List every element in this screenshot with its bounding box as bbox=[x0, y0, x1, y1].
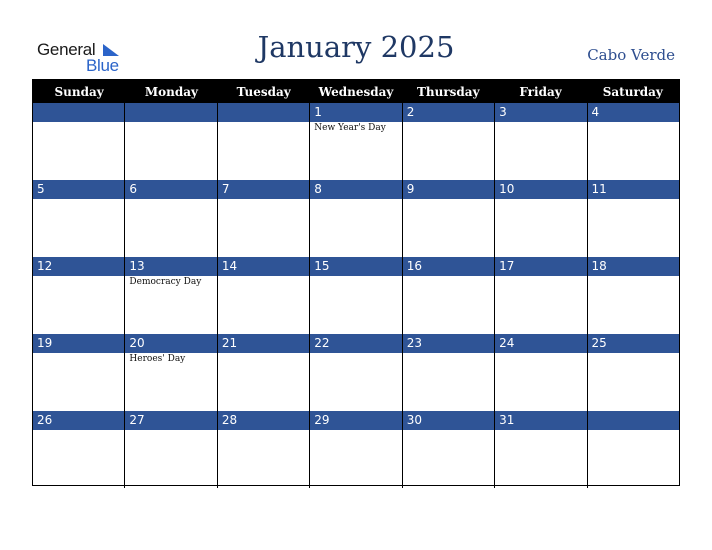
calendar-day-cell[interactable] bbox=[218, 180, 310, 257]
calendar-day-cell[interactable] bbox=[33, 180, 125, 257]
day-number: 21 bbox=[218, 334, 309, 353]
holiday-label: New Year's Day bbox=[314, 123, 386, 133]
calendar-day-cell[interactable] bbox=[588, 411, 679, 488]
calendar-day-cell[interactable] bbox=[310, 334, 402, 411]
calendar-day-cell[interactable] bbox=[125, 180, 217, 257]
logo-text-general: General bbox=[37, 40, 96, 59]
country-label: Cabo Verde bbox=[587, 46, 675, 64]
weekday-header: Thursday bbox=[416, 84, 480, 99]
day-number: 5 bbox=[33, 180, 124, 199]
day-number: 18 bbox=[588, 257, 679, 276]
calendar-grid bbox=[32, 79, 680, 486]
calendar-day-cell[interactable] bbox=[310, 103, 402, 180]
calendar-day-cell[interactable] bbox=[310, 257, 402, 334]
day-number: 8 bbox=[310, 180, 401, 199]
weekday-header-row bbox=[33, 80, 679, 103]
calendar-day-cell[interactable] bbox=[403, 334, 495, 411]
day-number: 19 bbox=[33, 334, 124, 353]
day-number bbox=[33, 103, 124, 122]
calendar-day-cell[interactable] bbox=[403, 257, 495, 334]
calendar-day-cell[interactable] bbox=[495, 180, 587, 257]
day-number bbox=[125, 103, 216, 122]
calendar-day-cell[interactable] bbox=[33, 334, 125, 411]
day-number: 14 bbox=[218, 257, 309, 276]
calendar-day-cell[interactable] bbox=[403, 180, 495, 257]
calendar-day-cell[interactable] bbox=[588, 180, 679, 257]
day-number bbox=[218, 103, 309, 122]
weekday-header: Friday bbox=[519, 84, 562, 99]
calendar-day-cell[interactable] bbox=[495, 411, 587, 488]
calendar-day-cell[interactable] bbox=[495, 257, 587, 334]
day-number: 4 bbox=[588, 103, 679, 122]
holiday-label: Democracy Day bbox=[129, 277, 202, 287]
calendar-day-cell[interactable] bbox=[310, 411, 402, 488]
calendar-day-cell[interactable] bbox=[125, 411, 217, 488]
day-number: 15 bbox=[310, 257, 401, 276]
calendar-day-cell[interactable] bbox=[588, 334, 679, 411]
day-number: 9 bbox=[403, 180, 494, 199]
weekday-header: Saturday bbox=[602, 84, 663, 99]
calendar-day-cell[interactable] bbox=[125, 334, 217, 411]
day-number: 10 bbox=[495, 180, 586, 199]
calendar-day-cell[interactable] bbox=[310, 180, 402, 257]
day-number: 25 bbox=[588, 334, 679, 353]
day-number: 13 bbox=[125, 257, 216, 276]
weekday-header: Sunday bbox=[54, 84, 104, 99]
weekday-header: Wednesday bbox=[318, 84, 394, 99]
calendar-week-row bbox=[33, 103, 679, 180]
calendar-day-cell[interactable] bbox=[33, 103, 125, 180]
calendar-week-row bbox=[33, 411, 679, 488]
calendar-day-cell[interactable] bbox=[33, 411, 125, 488]
day-number: 3 bbox=[495, 103, 586, 122]
day-number: 28 bbox=[218, 411, 309, 430]
day-number: 12 bbox=[33, 257, 124, 276]
day-number: 16 bbox=[403, 257, 494, 276]
logo-text-blue: Blue bbox=[86, 56, 119, 75]
calendar-day-cell[interactable] bbox=[218, 411, 310, 488]
calendar-day-cell[interactable] bbox=[403, 411, 495, 488]
calendar-day-cell[interactable] bbox=[218, 334, 310, 411]
calendar-week-row bbox=[33, 334, 679, 411]
calendar-week-row bbox=[33, 180, 679, 257]
calendar-weeks bbox=[33, 103, 679, 488]
page-title: January 2025 bbox=[257, 30, 455, 64]
day-number: 20 bbox=[125, 334, 216, 353]
day-number: 11 bbox=[588, 180, 679, 199]
calendar-day-cell[interactable] bbox=[125, 257, 217, 334]
weekday-header: Monday bbox=[144, 84, 198, 99]
calendar-day-cell[interactable] bbox=[403, 103, 495, 180]
calendar-day-cell[interactable] bbox=[33, 257, 125, 334]
calendar-day-cell[interactable] bbox=[218, 103, 310, 180]
day-number: 1 bbox=[310, 103, 401, 122]
calendar-day-cell[interactable] bbox=[125, 103, 217, 180]
calendar-week-row bbox=[33, 257, 679, 334]
calendar-day-cell[interactable] bbox=[218, 257, 310, 334]
day-number: 31 bbox=[495, 411, 586, 430]
day-number bbox=[588, 411, 679, 430]
calendar-day-cell[interactable] bbox=[588, 103, 679, 180]
calendar-day-cell[interactable] bbox=[588, 257, 679, 334]
day-number: 22 bbox=[310, 334, 401, 353]
day-number: 6 bbox=[125, 180, 216, 199]
day-number: 2 bbox=[403, 103, 494, 122]
weekday-header: Tuesday bbox=[236, 84, 291, 99]
day-number: 27 bbox=[125, 411, 216, 430]
day-number: 29 bbox=[310, 411, 401, 430]
day-number: 30 bbox=[403, 411, 494, 430]
day-number: 17 bbox=[495, 257, 586, 276]
calendar-day-cell[interactable] bbox=[495, 103, 587, 180]
day-number: 23 bbox=[403, 334, 494, 353]
calendar-day-cell[interactable] bbox=[495, 334, 587, 411]
day-number: 24 bbox=[495, 334, 586, 353]
day-number: 7 bbox=[218, 180, 309, 199]
holiday-label: Heroes' Day bbox=[129, 354, 186, 364]
day-number: 26 bbox=[33, 411, 124, 430]
